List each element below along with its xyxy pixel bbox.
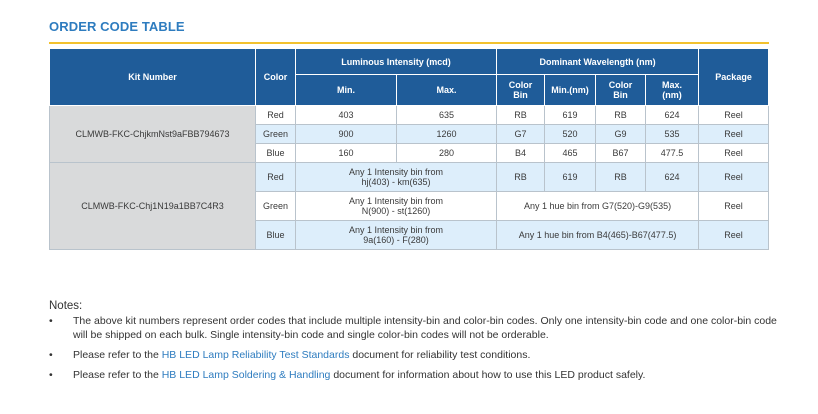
notes-title: Notes: — [49, 300, 83, 312]
note-item — [49, 368, 785, 382]
package-cell: Reel — [699, 144, 769, 163]
note-item — [49, 314, 785, 342]
soldering-handling-link[interactable]: HB LED Lamp Soldering & Handling — [161, 369, 331, 381]
min-nm-cell: 520 — [545, 125, 596, 144]
header-package: Package — [699, 49, 769, 106]
kit-number-cell: CLMWB-FKC-ChjkmNst9aFBB794673 — [50, 106, 256, 163]
color-cell: Red — [256, 106, 296, 125]
intensity-range-cell — [296, 192, 497, 221]
max-cell: 1260 — [397, 125, 497, 144]
table-row — [50, 106, 769, 125]
color-bin-cell: G9 — [596, 125, 646, 144]
color-cell: Red — [256, 163, 296, 192]
package-cell: Reel — [699, 163, 769, 192]
color-bin-cell: G7 — [497, 125, 545, 144]
header-min: Min. — [296, 75, 397, 106]
title-underline — [49, 42, 769, 44]
header-luminous-intensity: Luminous Intensity (mcd) — [296, 49, 497, 75]
hue-range-cell: Any 1 hue bin from G7(520)-G9(535) — [497, 192, 699, 221]
max-nm-cell: 477.5 — [646, 144, 699, 163]
max-nm-cell: 624 — [646, 163, 699, 192]
intensity-range-line1: Any 1 Intensity bin from — [348, 167, 444, 177]
color-cell: Blue — [256, 221, 296, 250]
color-bin-cell: RB — [497, 163, 545, 192]
kit-number-cell: CLMWB-FKC-Chj1N19a1BB7C4R3 — [50, 163, 256, 250]
color-bin-cell: RB — [596, 106, 646, 125]
bullet: • — [49, 369, 53, 381]
max-cell: 635 — [397, 106, 497, 125]
note-item — [49, 348, 785, 362]
intensity-range-line2: 9a(160) - F(280) — [363, 235, 429, 245]
note-text-prefix: Please refer to the — [73, 369, 162, 381]
color-cell: Blue — [256, 144, 296, 163]
intensity-range-line2: hj(403) - km(635) — [361, 177, 431, 187]
color-bin-cell: RB — [596, 163, 646, 192]
color-bin-cell: B4 — [497, 144, 545, 163]
package-cell: Reel — [699, 221, 769, 250]
color-bin-cell: RB — [497, 106, 545, 125]
notes-section — [49, 300, 785, 382]
header-max: Max. — [397, 75, 497, 106]
page-title: ORDER CODE TABLE — [49, 19, 185, 34]
max-nm-cell: 535 — [646, 125, 699, 144]
package-cell: Reel — [699, 192, 769, 221]
header-min-nm: Min.(nm) — [545, 75, 596, 106]
hue-range-cell: Any 1 hue bin from B4(465)-B67(477.5) — [497, 221, 699, 250]
intensity-range-line1: Any 1 Intensity bin from — [348, 196, 444, 206]
color-cell: Green — [256, 125, 296, 144]
note-text: The above kit numbers represent order codes that include multiple intensity-bin and color-bin codes. Only one intensity-bin code and one color-bin code will be shipped on each bulk. Single intensity-bin code and single color-bin codes will not be orderable. — [73, 315, 777, 341]
header-color-bin-1: Color Bin — [497, 75, 545, 106]
header-color: Color — [256, 49, 296, 106]
color-bin-cell: B67 — [596, 144, 646, 163]
intensity-range-line1: Any 1 Intensity bin from — [348, 225, 444, 235]
max-nm-cell: 624 — [646, 106, 699, 125]
package-cell: Reel — [699, 106, 769, 125]
intensity-range-cell — [296, 163, 497, 192]
reliability-standards-link[interactable]: HB LED Lamp Reliability Test Standards — [161, 349, 350, 361]
min-nm-cell: 465 — [545, 144, 596, 163]
min-nm-cell: 619 — [545, 106, 596, 125]
min-cell: 160 — [296, 144, 397, 163]
max-cell: 280 — [397, 144, 497, 163]
order-code-table — [49, 48, 769, 250]
header-dominant-wavelength: Dominant Wavelength (nm) — [497, 49, 699, 75]
note-text-prefix: Please refer to the — [73, 349, 162, 361]
min-cell: 900 — [296, 125, 397, 144]
bullet: • — [49, 315, 53, 327]
table-row — [50, 163, 769, 192]
intensity-range-cell — [296, 221, 497, 250]
color-cell: Green — [256, 192, 296, 221]
intensity-range-line2: N(900) - st(1260) — [361, 206, 431, 216]
note-text-suffix: document for reliability test conditions. — [349, 349, 531, 361]
header-kit-number: Kit Number — [50, 49, 256, 106]
header-color-bin-2: Color Bin — [596, 75, 646, 106]
header-max-nm: Max. (nm) — [646, 75, 699, 106]
bullet: • — [49, 349, 53, 361]
package-cell: Reel — [699, 125, 769, 144]
min-nm-cell: 619 — [545, 163, 596, 192]
note-text-suffix: document for information about how to use this LED product safely. — [330, 369, 646, 381]
min-cell: 403 — [296, 106, 397, 125]
